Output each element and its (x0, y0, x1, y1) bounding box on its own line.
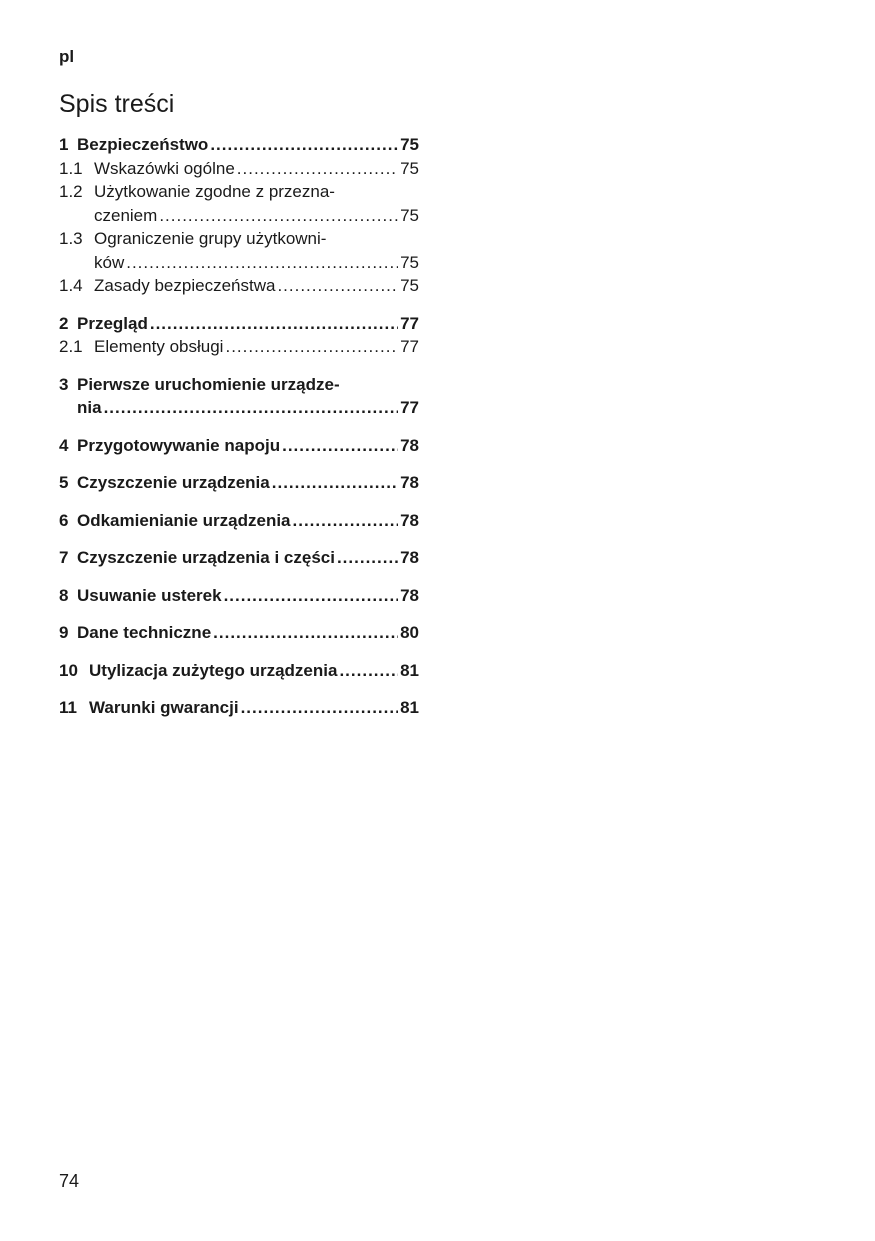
toc-entry-page: 78 (400, 548, 419, 567)
toc-dot-leader (225, 335, 398, 359)
toc-entry[interactable] (59, 434, 419, 458)
toc-entry-title: Czyszczenie urządzenia i części (77, 548, 335, 567)
toc-entry-page: 81 (400, 660, 419, 680)
toc-entry[interactable] (59, 621, 419, 645)
toc-dot-leader (237, 157, 398, 181)
toc-entry-title: Warunki gwarancji (89, 698, 239, 717)
toc-entry-title: Czyszczenie urządzenia (77, 473, 270, 492)
toc-entry[interactable] (59, 335, 419, 359)
toc-entry[interactable] (59, 659, 419, 683)
toc-entry-number: 2 (59, 313, 69, 333)
toc-entry-number: 2.1 (59, 337, 83, 356)
toc-dot-leader (282, 434, 398, 458)
toc-entry-title: Przegląd (77, 313, 148, 333)
toc-entry-title: nia (77, 398, 102, 417)
toc-entry[interactable] (59, 274, 419, 298)
toc-entry-page: 75 (400, 276, 419, 295)
toc-entry-number: 1.4 (59, 276, 83, 295)
toc-dot-leader (126, 251, 398, 275)
toc-entry-number: 5 (59, 473, 69, 492)
toc-dot-leader (104, 396, 399, 420)
toc-entry-number: 10 (59, 660, 78, 680)
language-code: pl (59, 47, 75, 66)
toc-dot-leader (337, 546, 398, 570)
toc-entry-page: 75 (400, 158, 419, 178)
toc-entry-number: 11 (59, 698, 77, 717)
toc-entry-number: 1.1 (59, 158, 83, 178)
toc-entry[interactable] (59, 312, 419, 336)
toc-entry-title: Przygotowywanie napoju (77, 435, 281, 455)
toc-entry-number: 4 (59, 435, 69, 455)
toc-entry-number: 1.2 (59, 182, 83, 201)
toc-dot-leader (293, 509, 399, 533)
toc-entry-title: Utylizacja zużytego urządzenia (89, 660, 338, 680)
toc-entry[interactable] (59, 546, 419, 570)
toc-entry-page: 75 (400, 135, 419, 154)
toc-entry-page: 78 (400, 585, 419, 605)
toc-entry[interactable] (59, 157, 419, 181)
toc-entry-number: 1.3 (59, 229, 83, 248)
toc-entry-title: Użytkowanie zgodne z przezna- (94, 182, 335, 201)
toc-entry[interactable] (59, 133, 419, 157)
table-of-contents (59, 133, 419, 720)
toc-entry-title: Zasady bezpieczeństwa (94, 276, 276, 295)
toc-entry-page: 80 (400, 623, 419, 642)
toc-dot-leader (210, 133, 398, 157)
toc-entry-title: Odkamienianie urządzenia (77, 510, 291, 530)
toc-entry-number: 8 (59, 585, 69, 605)
toc-entry-page: 77 (400, 398, 419, 417)
toc-entry-title: czeniem (94, 205, 158, 225)
toc-entry-title: Usuwanie usterek (77, 585, 222, 605)
toc-entry-page: 75 (400, 252, 419, 272)
toc-entry[interactable] (59, 373, 419, 420)
toc-entry[interactable] (59, 696, 419, 720)
toc-entry-page: 78 (400, 435, 419, 455)
toc-entry-page: 81 (400, 698, 419, 717)
toc-entry[interactable] (59, 180, 419, 227)
toc-dot-leader (150, 312, 398, 336)
toc-entry-page: 75 (400, 205, 419, 225)
toc-dot-leader (277, 274, 398, 298)
toc-entry-page: 78 (400, 510, 419, 530)
toc-entry[interactable] (59, 471, 419, 495)
toc-dot-leader (224, 584, 399, 608)
toc-entry[interactable] (59, 227, 419, 274)
toc-entry-title: Pierwsze uruchomienie urządze- (77, 374, 340, 394)
toc-entry-title: Bezpieczeństwo (77, 135, 209, 154)
toc-entry-title: Wskazówki ogólne (94, 158, 235, 178)
toc-entry-title: Dane techniczne (77, 623, 212, 642)
toc-entry-page: 77 (400, 337, 419, 356)
toc-entry-title: Elementy obsługi (94, 337, 224, 356)
toc-entry-number: 9 (59, 623, 69, 642)
toc-entry-number: 7 (59, 548, 69, 567)
toc-dot-leader (339, 659, 398, 683)
page-title: Spis treści (59, 90, 175, 118)
toc-entry[interactable] (59, 509, 419, 533)
toc-entry-page: 78 (400, 473, 419, 492)
toc-entry-number: 3 (59, 374, 69, 394)
toc-entry-title: Ograniczenie grupy użytkowni- (94, 229, 327, 248)
toc-entry-number: 6 (59, 510, 69, 530)
toc-dot-leader (213, 621, 398, 645)
toc-entry-title: ków (94, 252, 125, 272)
toc-entry-page: 77 (400, 313, 419, 333)
toc-entry[interactable] (59, 584, 419, 608)
toc-dot-leader (272, 471, 398, 495)
page-number: 74 (59, 1171, 80, 1191)
toc-dot-leader (159, 204, 398, 228)
toc-entry-number: 1 (59, 135, 69, 154)
toc-dot-leader (241, 696, 399, 720)
